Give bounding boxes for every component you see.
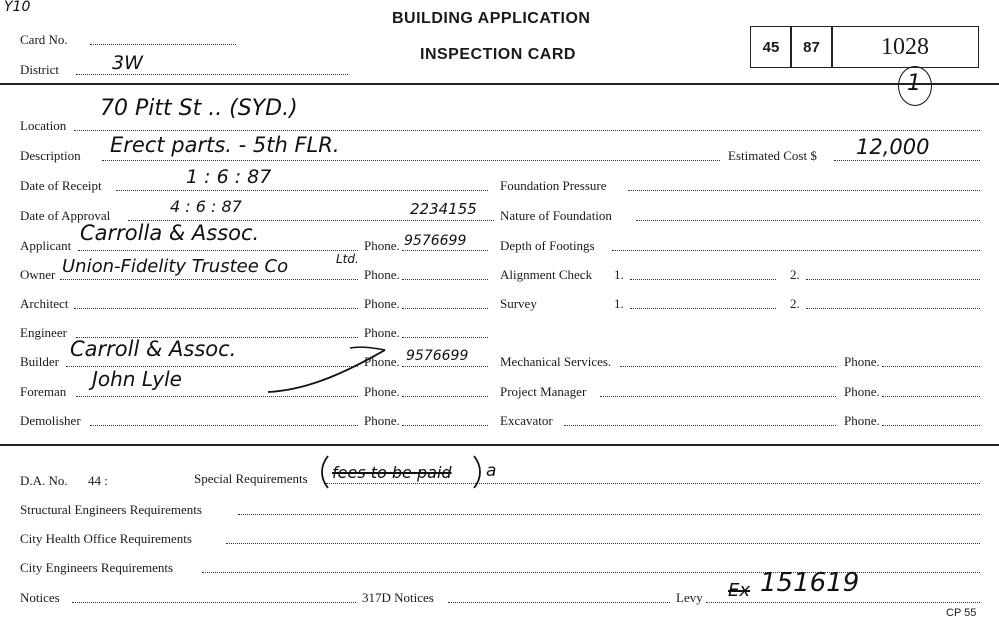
- pm-phone-field[interactable]: [882, 396, 980, 397]
- applicant-phone-value: 9576699: [404, 233, 467, 249]
- alignment-label: Alignment Check: [500, 267, 593, 282]
- notices-317-field[interactable]: [448, 602, 670, 603]
- form-code: CP 55: [946, 607, 977, 619]
- architect-field[interactable]: [74, 308, 358, 309]
- nature-foundation-label: Nature of Foundation: [500, 208, 612, 223]
- form-title: BUILDING APPLICATION: [392, 10, 591, 27]
- approval-extra: 2234155: [410, 200, 477, 218]
- applicant-phone-label: Phone.: [364, 238, 400, 253]
- circled-mark: 1: [907, 71, 921, 96]
- pm-field[interactable]: [600, 396, 836, 397]
- levy-field[interactable]: [706, 602, 980, 603]
- foundation-pressure-field[interactable]: [628, 190, 980, 191]
- estimated-cost-label: Estimated Cost $: [728, 148, 817, 163]
- pm-phone-label: Phone.: [844, 384, 880, 399]
- district-label: District: [20, 62, 59, 77]
- special-brackets: [318, 452, 488, 492]
- foreman-value: John Lyle: [92, 367, 182, 391]
- engineer-phone-label: Phone.: [364, 325, 400, 340]
- demolisher-label: Demolisher: [20, 413, 81, 428]
- builder-phone-label: Phone.: [364, 354, 400, 369]
- survey-label: Survey: [500, 296, 537, 311]
- district-value: 3W: [112, 52, 143, 74]
- location-value: 70 Pitt St .. (SYD.): [100, 96, 298, 121]
- receipt-value: 1 : 6 : 87: [186, 166, 272, 188]
- notices-317-label: 317D Notices: [362, 590, 434, 605]
- architect-label: Architect: [20, 296, 69, 311]
- depth-label: Depth of Footings: [500, 238, 595, 253]
- demolisher-field[interactable]: [90, 425, 358, 426]
- alignment-1-field[interactable]: [630, 279, 776, 280]
- excavator-field[interactable]: [564, 425, 836, 426]
- depth-field[interactable]: [612, 250, 980, 251]
- owner-field[interactable]: [60, 279, 358, 280]
- owner-phone-label: Phone.: [364, 267, 400, 282]
- owner-phone-field[interactable]: [402, 279, 488, 280]
- estimated-cost-value: 12,000: [856, 135, 930, 159]
- description-label: Description: [20, 148, 81, 163]
- health-label: City Health Office Requirements: [20, 531, 192, 546]
- card-box-number: 1028: [831, 26, 979, 68]
- owner-label: Owner: [20, 267, 56, 282]
- location-field[interactable]: [74, 130, 980, 131]
- excavator-phone-label: Phone.: [844, 413, 880, 428]
- demolisher-phone-label: Phone.: [364, 413, 400, 428]
- card-box-1: 45: [750, 26, 792, 68]
- structural-field[interactable]: [238, 514, 980, 515]
- receipt-label: Date of Receipt: [20, 178, 102, 193]
- alignment-2-field[interactable]: [806, 279, 980, 280]
- levy-label: Levy: [676, 590, 703, 605]
- survey-1-label: 1.: [614, 296, 624, 311]
- nature-foundation-field[interactable]: [636, 220, 980, 221]
- divider-top: [0, 83, 999, 85]
- description-field[interactable]: [102, 160, 720, 161]
- special-label: Special Requirements: [194, 471, 308, 486]
- alignment-1-label: 1.: [614, 267, 624, 282]
- divider-middle: [0, 444, 999, 446]
- applicant-label: Applicant: [20, 238, 72, 253]
- foundation-pressure-label: Foundation Pressure: [500, 178, 607, 193]
- description-value: Erect parts. - 5th FLR.: [110, 133, 340, 157]
- card-no-field[interactable]: [90, 44, 236, 45]
- approval-value: 4 : 6 : 87: [170, 197, 242, 216]
- card-box-2: 87: [790, 26, 833, 68]
- notices-label: Notices: [20, 590, 60, 605]
- city-eng-field[interactable]: [202, 572, 980, 573]
- demolisher-phone-field[interactable]: [402, 425, 488, 426]
- survey-1-field[interactable]: [630, 308, 776, 309]
- mech-label: Mechanical Services.: [500, 354, 612, 369]
- mech-phone-label: Phone.: [844, 354, 880, 369]
- da-value: 44 :: [88, 473, 108, 488]
- foreman-phone-label: Phone.: [364, 384, 400, 399]
- alignment-2-label: 2.: [790, 267, 800, 282]
- applicant-field[interactable]: [78, 250, 358, 251]
- mech-field[interactable]: [620, 366, 836, 367]
- estimated-cost-field[interactable]: [834, 160, 980, 161]
- special-note: a: [486, 461, 497, 481]
- engineer-phone-field[interactable]: [402, 337, 488, 338]
- approval-label: Date of Approval: [20, 208, 111, 223]
- survey-2-field[interactable]: [806, 308, 980, 309]
- mech-phone-field[interactable]: [882, 366, 980, 367]
- excavator-label: Excavator: [500, 413, 553, 428]
- builder-value: Carroll & Assoc.: [70, 337, 237, 361]
- owner-value: Union-Fidelity Trustee Co: [62, 256, 289, 277]
- survey-2-label: 2.: [790, 296, 800, 311]
- health-field[interactable]: [226, 543, 980, 544]
- city-eng-label: City Engineers Requirements: [20, 560, 174, 575]
- foreman-phone-field[interactable]: [402, 396, 488, 397]
- foreman-label: Foreman: [20, 384, 67, 399]
- structural-label: Structural Engineers Requirements: [20, 502, 202, 517]
- builder-label: Builder: [20, 354, 59, 369]
- district-field[interactable]: [76, 74, 348, 75]
- architect-phone-label: Phone.: [364, 296, 400, 311]
- corner-note: Y10: [4, 0, 31, 15]
- pm-label: Project Manager: [500, 384, 587, 399]
- applicant-value: Carrolla & Assoc.: [80, 221, 260, 245]
- form-subtitle: INSPECTION CARD: [420, 46, 576, 63]
- architect-phone-field[interactable]: [402, 308, 488, 309]
- receipt-field[interactable]: [116, 190, 488, 191]
- card-no-label: Card No.: [20, 32, 68, 47]
- levy-value: 151619: [760, 568, 860, 598]
- pen-stroke: [250, 340, 400, 400]
- notices-field[interactable]: [72, 602, 356, 603]
- special-value: fees to be paid: [332, 463, 452, 482]
- owner-ltd: Ltd.: [336, 252, 359, 266]
- engineer-label: Engineer: [20, 325, 67, 340]
- levy-struck: Ex: [728, 580, 751, 601]
- builder-phone-value: 9576699: [406, 348, 469, 364]
- location-label: Location: [20, 118, 67, 133]
- da-label: D.A. No.: [20, 473, 68, 488]
- excavator-phone-field[interactable]: [882, 425, 980, 426]
